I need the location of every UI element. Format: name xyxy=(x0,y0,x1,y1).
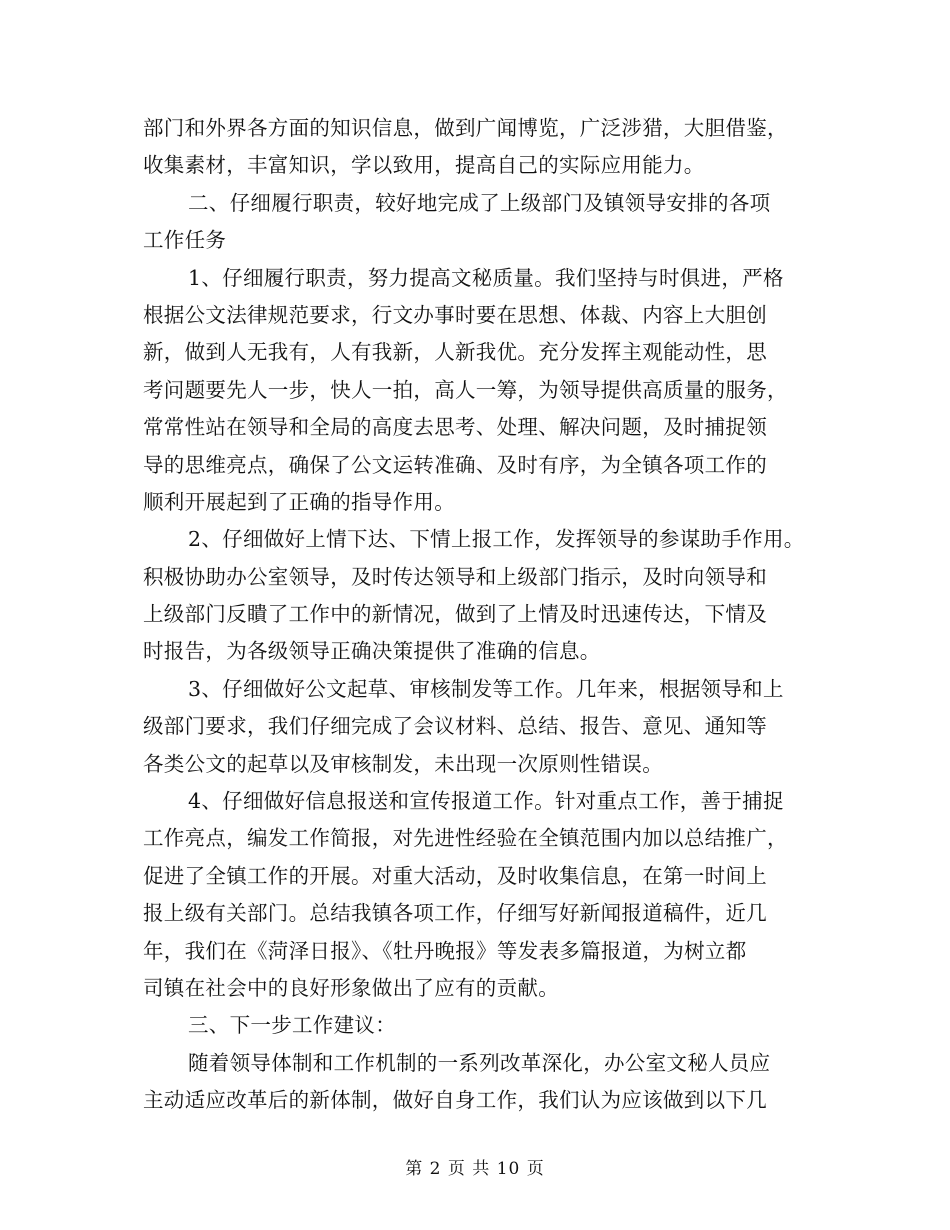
text-line: 级部门要求，我们仔细完成了会议材料、总结、报告、意见、通知等 xyxy=(143,714,767,739)
text-line: 3、仔细做好公文起草、审核制发等工作。几年来，根据领导和上 xyxy=(188,676,784,701)
text-line: 主动适应改革后的新体制，做好自身工作，我们认为应该做到以下几 xyxy=(143,1088,767,1113)
text-line: 部门和外界各方面的知识信息，做到广闻博览，广泛涉猎，大胆借鉴， xyxy=(143,116,788,140)
page-footer: 第 2 页 共 10 页 xyxy=(405,1159,545,1179)
text-line: 顺利开展起到了正确的指导作用。 xyxy=(143,489,455,514)
text-line: 收集素材，丰富知识，学以致用，提高自己的实际应用能力。 xyxy=(143,153,705,178)
text-line: 工作亮点，编发工作简报，对先进性经验在全镇范围内加以总结推广， xyxy=(143,826,788,851)
text-line: 考问题要先人一步，快人一拍，高人一筹，为领导提供高质量的服务， xyxy=(143,377,788,402)
text-line: 积极协助办公室领导，及时传达领导和上级部门指示，及时向领导和 xyxy=(143,564,767,589)
text-line: 时报告，为各级领导正确决策提供了准确的信息。 xyxy=(143,639,601,664)
text-line: 随着领导体制和工作机制的一系列改革深化，办公室文秘人员应 xyxy=(188,1050,771,1075)
text-line: 司镇在社会中的良好形象做出了应有的贡献。 xyxy=(143,975,559,1000)
text-line: 年，我们在《菏泽日报》、《牡丹晚报》等发表多篇报道，为树立都 xyxy=(143,938,747,963)
text-line: 2、仔细做好上情下达、下情上报工作，发挥领导的参谋助手作用。 xyxy=(188,527,805,552)
text-line: 二、仔细履行职责，较好地完成了上级部门及镇领导安排的各项 xyxy=(188,190,771,215)
text-line: 4、仔细做好信息报送和宣传报道工作。针对重点工作，善于捕捉 xyxy=(188,789,784,814)
text-line: 新，做到人无我有，人有我新，人新我优。充分发挥主观能动性，思 xyxy=(143,340,767,365)
document-body xyxy=(143,110,833,1120)
text-line: 各类公文的起草以及审核制发，未出现一次原则性错误。 xyxy=(143,751,663,776)
text-line: 根据公文法律规范要求，行文办事时要在思想、体裁、内容上大胆创 xyxy=(143,302,767,327)
text-line: 导的思维亮点，确保了公文运转准确、及时有序，为全镇各项工作的 xyxy=(143,452,767,477)
text-line: 报上级有关部门。总结我镇各项工作，仔细写好新闻报道稿件，近几 xyxy=(143,901,767,926)
text-line: 常常性站在领导和全局的高度去思考、处理、解决问题，及时捕捉领 xyxy=(143,415,767,440)
text-line: 促进了全镇工作的开展。对重大活动，及时收集信息，在第一时间上 xyxy=(143,863,767,888)
text-line: 上级部门反瞶了工作中的新情况，做到了上情及时迅速传达，下情及 xyxy=(143,602,767,627)
text-line: 1、仔细履行职责，努力提高文秘质量。我们坚持与时俱进，严格 xyxy=(188,265,784,290)
text-line: 工作任务 xyxy=(143,228,227,253)
text-line: 三、下一步工作建议： xyxy=(188,1013,396,1038)
